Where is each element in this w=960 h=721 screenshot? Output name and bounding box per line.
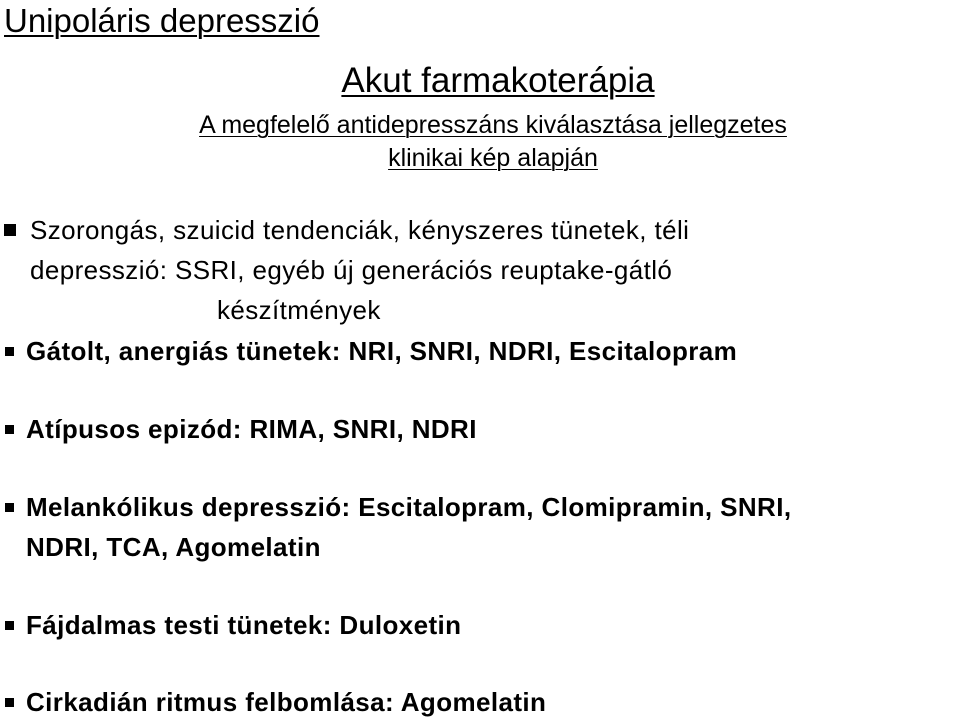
bullet-text-line: készítmények — [217, 295, 381, 325]
bullet-text-line: Gátolt, anergiás tünetek: NRI, SNRI, NDRI, Escitalopram — [26, 336, 738, 366]
bullet-item-inhibited — [0, 333, 960, 373]
slide-title: Unipoláris depresszió — [4, 2, 320, 39]
bullet-text-line: Fájdalmas testi tünetek: Duloxetin — [26, 610, 462, 640]
square-bullet-icon — [5, 347, 14, 356]
section-heading: Akut farmakoterápia — [341, 61, 655, 100]
bullet-text-line: Cirkadián ritmus felbomlása: Agomelatin — [26, 687, 547, 717]
square-bullet-icon — [5, 621, 14, 630]
square-bullet-icon — [5, 698, 14, 707]
bullet-item-anxiety — [0, 212, 960, 332]
bullet-item-circadian — [0, 684, 960, 721]
bullet-item-atypical — [0, 411, 960, 451]
bullet-text-line: depresszió: SSRI, egyéb új generációs reuptake-gátló — [30, 255, 673, 285]
section-subheading — [0, 109, 960, 175]
subheading-line-2: klinikai kép alapján — [388, 144, 598, 172]
bullet-item-pain — [0, 607, 960, 647]
bullet-item-melancholic — [0, 489, 960, 569]
square-bullet-icon — [5, 425, 14, 434]
square-bullet-icon — [4, 224, 16, 236]
bullet-text-line: Atípusos epizód: RIMA, SNRI, NDRI — [26, 414, 477, 444]
bullet-text-line: NDRI, TCA, Agomelatin — [26, 532, 321, 562]
bullet-text-line: Melankólikus depresszió: Escitalopram, Clomipramin, SNRI, — [26, 492, 792, 522]
square-bullet-icon — [5, 503, 14, 512]
subheading-line-1: A megfelelő antidepresszáns kiválasztása jellegzetes — [199, 111, 787, 139]
bullet-text-line: Szorongás, szuicid tendenciák, kényszeres tünetek, téli — [30, 215, 690, 245]
